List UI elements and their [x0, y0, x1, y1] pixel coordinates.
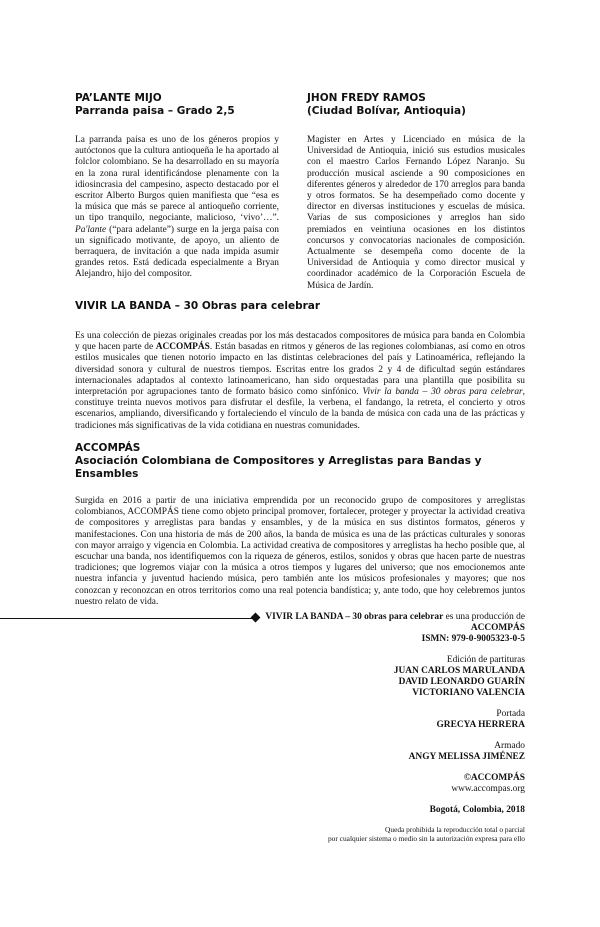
collection-text-part-1: Es una colección de piezas originales creadas por los más destacados compositores de música para banda en Colombia y que hacen parte de [75, 331, 525, 353]
production-line [195, 612, 525, 623]
work-description-part-1: La parranda paisa es uno de los géneros propios y autóctonos que la cultura antioqueña le ha aportado al folclor colombiano. Se ha desarrollado en su mayoría en la zona rural identificándose plenamente con la idiosincrasia del campesino, aspecto destacado por el escritor Alberto Burgos quien manifiesta que “esa es la música que más se parece al antioqueño corriente, un tipo tranquilo, negociante, malicioso, ‘vivo’…”. [75, 135, 279, 224]
left-column [75, 92, 279, 281]
collection-text-part-2: . Están basadas en ritmos y géneros de las regiones colombianas, así como en otros estilos musicales que tienen notorio impacto en las distintas celebraciones del país y Latinoamérica, reflejando la diversidad sonora y cultural de nuestros tiempos. Escritas entre los grados 2 y 4 de dificultad según estándares internacionales adaptados al contexto latinoamericano, han sido orquestadas para una plantilla que posibilita su interpretación por agrupaciones tanto de formato básico como sinfónico. [75, 342, 525, 398]
composer-name: JHON FREDY RAMOS [307, 92, 426, 104]
layout-designer: ANGY MELISSA JIMÉNEZ [408, 752, 525, 762]
work-title: PA’LANTE MIJO [75, 92, 162, 104]
cover-label: Portada [496, 709, 525, 719]
association-description: Surgida en 2016 a partir de una iniciativa emprendida por un reconocido grupo de compositores y arreglistas colombianos, ACCOMPÁS tiene como objeto principal promover, fortalecer, proteger y proyectar la actividad creativa de compositores y arreglistas para bandas y ensambles, y de la música en sus distintos formatos, géneros y manifestaciones. Con una historia de más de 200 años, la banda de música es una de las prácticas culturales y sonoras con mayor arraigo y vigencia en Colombia. La actividad creativa de compositores y arreglistas ha hecho posible que, al escuchar una banda, nos identifiquemos con la riqueza de géneros, estilos, sonidos y obras que hacen parte de nuestras tradiciones; que logremos viajar con la música a otros tiempos y lugares del universo; que nos emocionemos ante nuestra infancia y juventud haciendo música, pero también ante los músicos profesionales y mayores; que nos conozcan y reconozcan en otros territorios como una real potencia bandística; y, ante todo, que hoy celebremos juntos nuestro relato de vida. [75, 496, 525, 607]
layout-label: Armado [494, 741, 525, 751]
collection-description [75, 331, 525, 432]
collection-title: VIVIR LA BANDA – 30 Obras para celebrar [75, 300, 321, 312]
copyright: ©ACCOMPÁS [463, 773, 525, 783]
work-description [75, 135, 279, 281]
composer-bio: Magister en Artes y Licenciado en música de la Universidad de Antioquia, inició sus estudios musicales con el maestro Carlos Fernando López Naranjo. Su producción musical asciende a 90 composiciones en diferentes géneros y alrededor de 170 arreglos para banda y otros formatos. Se ha desempeñado como docente y director en diversas instituciones y escuelas de música. Varias de sus composiciones y arreglos han sido premiados en veintiuna ocasiones en los distintos concursos y convocatorias nacionales de composición. Actualmente se desempeña como docente de la Universidad de Antioquia y como director musical y coordinador académico de la Corporación Escuela de Música de Jardín. [307, 135, 525, 291]
composer-origin: (Ciudad Bolívar, Antioquia) [307, 105, 466, 117]
editor-name: VICTORIANO VALENCIA [412, 688, 525, 698]
colophon [195, 612, 525, 843]
collection-text-part-3: , constituye treinta nuevos motivos para disfrutar el desfile, la verbena, el fandango, la retreta, el concierto y otros escenarios, ampliando, diversificando y fortaleciendo el vínculo de la banda de música con cada una de las prácticas y tradiciones más significativas de la vida cotidiana en nuestras comunidades. [75, 387, 526, 431]
legal-notice-line: Queda prohibida la reproducción total o parcial [385, 825, 525, 834]
work-description-italic: Pa'lante [75, 224, 107, 235]
place-date: Bogotá, Colombia, 2018 [429, 805, 525, 815]
producer-name: ACCOMPÁS [470, 623, 525, 633]
editor-name: DAVID LEONARDO GUARÍN [398, 677, 525, 687]
collection-text-bold: ACCOMPÁS [155, 342, 210, 353]
edition-label: Edición de partituras [446, 655, 525, 665]
legal-notice-line: por cualquier sistema o medio sin la autorización expresa para ello [327, 834, 525, 843]
association-section [75, 442, 525, 608]
association-title: ACCOMPÁS [75, 442, 141, 454]
association-subtitle: Asociación Colombiana de Compositores y Arreglistas para Bandas y Ensambles [75, 455, 482, 480]
collection-text-italic: Vivir la banda – 30 obras para celebrar [362, 387, 523, 398]
production-text: es una producción de [443, 612, 525, 622]
cover-designer: GRECYA HERRERA [436, 720, 525, 730]
ismn: ISMN: 979-0-9005323-0-5 [421, 634, 525, 644]
collection-section [75, 300, 525, 432]
right-column [307, 92, 525, 292]
work-subtitle: Parranda paisa – Grado 2,5 [75, 105, 235, 117]
production-title: VIVIR LA BANDA – 30 obras para celebrar [265, 612, 444, 622]
work-description-part-2: (“para adelante”) surge en la jerga paisa con un significado motivante, de apoyo, un aliento de berraquera, de invitación a que nada impida asumir grandes retos. Está dedicada especialmente a Bryan Alejandro, hijo del compositor. [75, 224, 279, 280]
editor-name: JUAN CARLOS MARULANDA [393, 666, 525, 676]
website: www.accompas.org [451, 784, 525, 794]
